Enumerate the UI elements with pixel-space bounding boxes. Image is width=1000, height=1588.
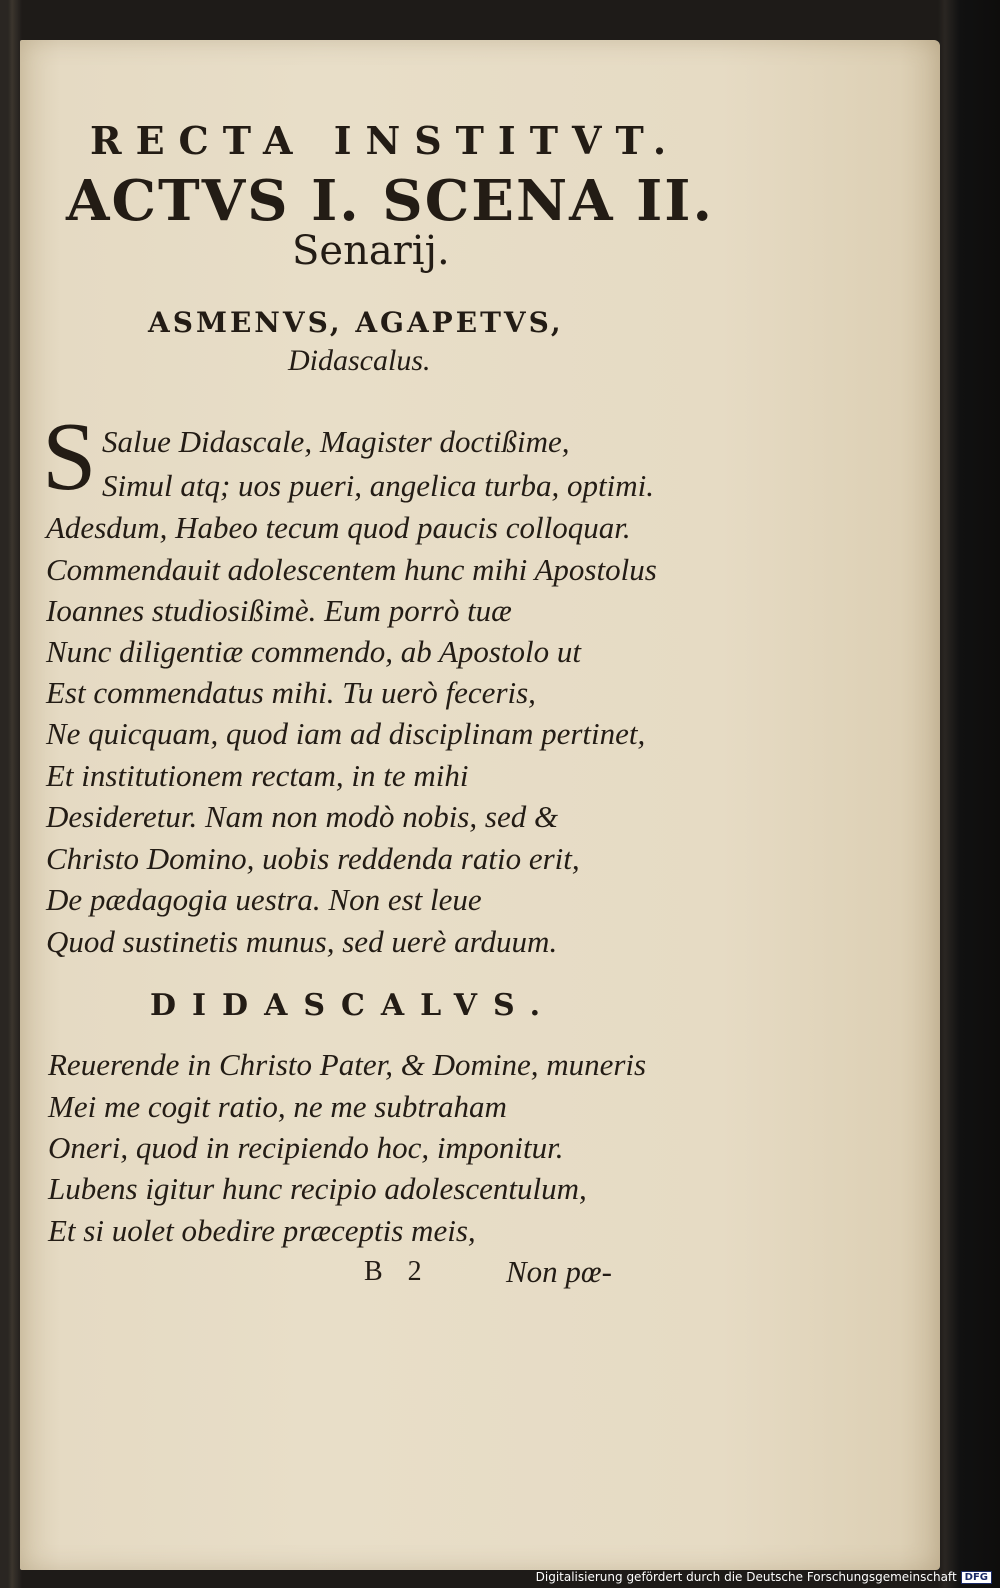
- verse-line: Simul atq; uos pueri, angelica turba, optimi.: [102, 468, 654, 503]
- book-page: [20, 40, 940, 1570]
- drop-cap: S: [42, 403, 97, 511]
- running-head: RECTA INSTITVT.: [90, 118, 681, 163]
- verse-line: Mei me cogit ratio, ne me subtraham: [48, 1089, 507, 1124]
- verse-line: Reuerende in Christo Pater, & Domine, muneris: [48, 1047, 647, 1082]
- verse-line: Adesdum, Habeo tecum quod paucis colloquar.: [46, 510, 631, 545]
- catchword: Non pœ-: [506, 1254, 612, 1289]
- verse-line: Ioannes studiosißimè. Eum porrò tuæ: [46, 593, 512, 628]
- meter-label: Senarij.: [292, 228, 450, 274]
- verse-line: Est commendatus mihi. Tu uerò feceris,: [46, 675, 536, 710]
- verse-line: Salue Didascale, Magister doctißime,: [102, 424, 570, 459]
- verse-line: Et si uolet obedire præceptis meis,: [48, 1213, 476, 1248]
- verse-line: Commendauit adolescentem hunc mihi Apostolus: [46, 552, 657, 587]
- verse-line: De pædagogia uestra. Non est leue: [46, 882, 482, 917]
- dfg-logo-icon: DFG: [961, 1571, 992, 1584]
- signature-mark: B 2: [364, 1256, 422, 1287]
- speakers-line-1: ASMENVS, AGAPETVS,: [148, 306, 564, 339]
- speakers-line-2: Didascalus.: [288, 344, 431, 377]
- digitization-credit: [536, 1570, 992, 1584]
- verse-line: Lubens igitur hunc recipio adolescentulum,: [48, 1171, 587, 1206]
- verse-line: Ne quicquam, quod iam ad disciplinam pertinet,: [46, 716, 646, 751]
- verse-line: Oneri, quod in recipiendo hoc, imponitur.: [48, 1130, 564, 1165]
- verse-line: Desideretur. Nam non modò nobis, sed &: [46, 799, 559, 834]
- credit-text: Digitalisierung gefördert durch die Deutsche Forschungsgemeinschaft: [535, 1570, 957, 1584]
- verse-line: Christo Domino, uobis reddenda ratio erit,: [46, 841, 580, 876]
- verse-line: Nunc diligentiæ commendo, ab Apostolo ut: [46, 634, 582, 669]
- verse-line: Quod sustinetis munus, sed uerè arduum.: [46, 924, 558, 959]
- verse-line: Et institutionem rectam, in te mihi: [46, 758, 469, 793]
- act-title: ACTVS I. SCENA II.: [66, 168, 714, 234]
- speaker-didascalus: DIDASCALVS.: [150, 988, 557, 1023]
